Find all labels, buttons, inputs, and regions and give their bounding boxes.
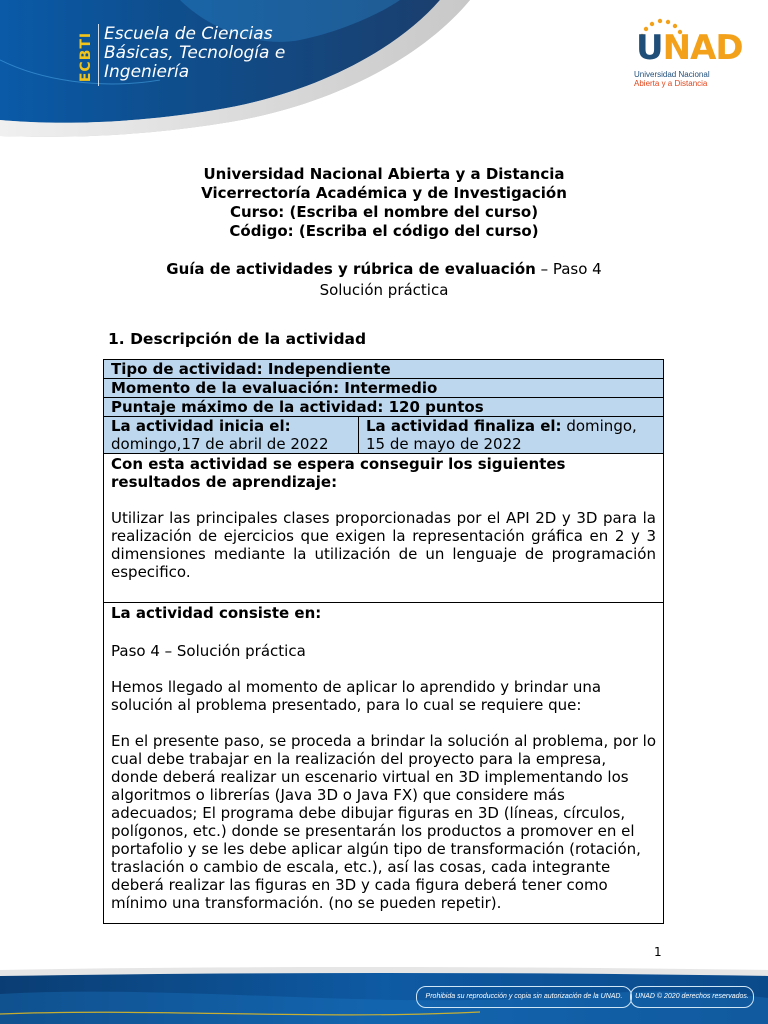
activity-intro-paragraph: Hemos llegado al momento de aplicar lo aprendido y brindar una solución al problema presentado, para lo cual se requiere que: [111, 678, 602, 714]
title-code: Código: (Escriba el código del curso) [229, 222, 539, 240]
guide-title [0, 259, 768, 301]
activity-table [103, 359, 664, 924]
header-divider [98, 24, 99, 86]
end-date-cell [359, 417, 664, 454]
title-university: Universidad Nacional Abierta y a Distancia [203, 165, 565, 183]
learning-outcomes-text: Utilizar las principales clases proporcionadas por el API 2D y 3D para la realización de ejercicios que exigen la representación gráfica en 2 y 3 dimensiones mediante la utilización de un lenguaje de programación especifico. [111, 509, 656, 581]
activity-type: Tipo de actividad: Independiente [104, 360, 664, 379]
section-heading: 1. Descripción de la actividad [108, 330, 367, 348]
page-number: 1 [654, 945, 662, 959]
learning-outcomes-title: Con esta actividad se espera conseguir los siguientes resultados de aprendizaje: [111, 455, 566, 491]
unad-wordmark: UNAD [636, 28, 743, 68]
school-name-line: Escuela de Ciencias [104, 24, 273, 44]
title-vicerrectoria: Vicerrectoría Académica y de Investigación [201, 184, 567, 202]
guide-title-step: – Paso 4 [535, 260, 602, 278]
end-date-value: domingo, 15 de mayo de 2022 [366, 417, 637, 453]
title-course: Curso: (Escriba el nombre del curso) [229, 203, 539, 221]
unad-logo-line2: Abierta y a Distancia [634, 79, 708, 88]
page-header [0, 0, 768, 150]
guide-subtitle: Solución práctica [319, 281, 449, 299]
max-score: Puntaje máximo de la actividad: 120 puntos [104, 398, 664, 417]
start-date-label: La actividad inicia el: [111, 417, 291, 435]
learning-outcomes-cell [104, 454, 664, 603]
school-name [104, 25, 285, 82]
document-titles [0, 165, 768, 241]
school-name-line: Básicas, Tecnología e [104, 43, 286, 63]
activity-detail-paragraph: En el presente paso, se proceda a brindar la solución al problema, por lo cual debe trabajar en la realización del proyecto para la empresa, donde deberá realizar un escenario virtual en 3D implementando los algoritmos o librerías (Java 3D o Java FX) que considere más adecuados; El programa debe dibujar figuras en 3D (líneas, círculos, polígonos, etc.) donde se presentarán los productos a promover en el portafolio y se les debe aplicar algún tipo de transformación (rotación, traslación o cambio de escala, etc.), así las cosas, cada integrante deberá realizar las figuras en 3D y cada figura deberá tener como mínimo una transformación. (no se pueden repetir). [111, 732, 657, 912]
end-date-label: La actividad finaliza el: [366, 417, 562, 435]
activity-consists-title: La actividad consiste en: [111, 604, 322, 622]
activity-step-name: Paso 4 – Solución práctica [111, 642, 306, 660]
school-name-line: Ingeniería [104, 62, 190, 82]
unad-logo-line1: Universidad Nacional [634, 70, 710, 79]
unad-logo [628, 18, 748, 98]
ecbti-logo-text: ECBTI [78, 31, 94, 83]
start-date-cell [104, 417, 359, 454]
activity-description-cell [104, 603, 664, 924]
start-date-value: domingo,17 de abril de 2022 [111, 435, 329, 453]
guide-title-bold: Guía de actividades y rúbrica de evaluación [166, 260, 536, 278]
evaluation-moment: Momento de la evaluación: Intermedio [104, 379, 664, 398]
footer-copy-notice: Prohibida su reproducción y copia sin autorización de la UNAD. [416, 986, 632, 1008]
footer-copyright: UNAD © 2020 derechos reservados. [630, 986, 754, 1008]
